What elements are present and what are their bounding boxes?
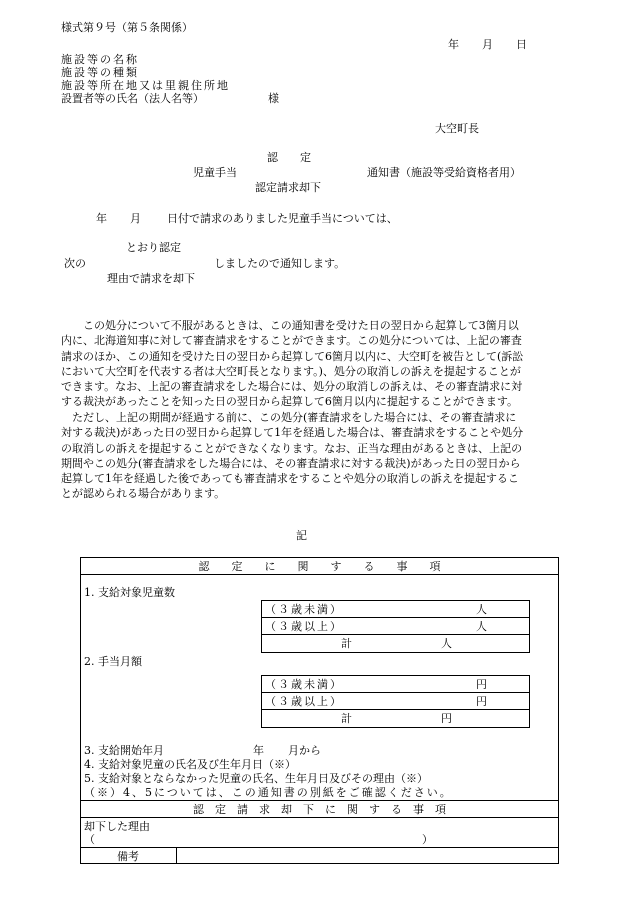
item1-box-top	[261, 600, 530, 601]
kyakka-reason-paren-open: （	[84, 833, 95, 846]
item1-label: 1. 支給対象児童数	[84, 586, 175, 599]
body-date-year: 年	[96, 212, 107, 225]
item3-year: 年	[253, 744, 264, 757]
appeal-paragraph-2: ただし、上記の期間が経過する前に、この処分(審査請求をした場合には、その審査請求に対する裁決)があった日の翌日から起算して1年を経過した場合は、審査請求をすることや処分の取消しの訴えを提起することができなくなります。なお、正当な理由があるときは、上記の期間やこの処分(審査請求をした場合には、その審査請求に対する裁決)があった日の翌日から起算して1年を経過した後であっても審査請求をすることや処分の取消しの訴えを提起することが認められる場合があります。	[61, 411, 524, 501]
item4-label: 4. 支給対象児童の氏名及び生年月日（※）	[84, 758, 296, 771]
issuer: 大空町長	[435, 122, 479, 135]
kyakka-header: 認 定 請 求 却 下 に 関 す る 事 項	[193, 803, 446, 816]
date-day: 日	[516, 38, 527, 51]
item1-row-divider-1	[261, 617, 530, 618]
title-nintei: 認 定	[267, 151, 311, 164]
item1-box-left	[261, 600, 262, 653]
item1-under3-unit: 人	[476, 603, 487, 616]
body-notify-text: しましたので通知します。	[214, 257, 346, 270]
item3-label: 3. 支給開始年月	[84, 744, 164, 757]
form-number: 様式第９号（第５条関係）	[61, 21, 193, 34]
appeal-paragraph-1: この処分について不服があるときは、この通知書を受けた日の翌日から起算して3箇月以内に、北海道知事に対して審査請求をすることができます。この処分については、上記の審査請求のほか、この通知を受けた日の翌日から起算して6箇月以内に、大空町を被告として(訴訟において大空町を代表する者は大空町長となります。)、処分の取消しの訴えを提起することができます。なお、上記の審査請求をした場合には、処分の取消しの訴えは、その審査請求に対する裁決があったことを知った日の翌日から起算して6箇月以内に提起することができます。	[61, 319, 524, 409]
remarks-label: 備考	[117, 850, 139, 863]
item2-under3-unit: 円	[476, 678, 487, 691]
table-border-bottom	[80, 863, 559, 864]
honorific: 様	[268, 92, 279, 105]
item3-month: 月から	[288, 744, 321, 757]
item1-box-bottom	[261, 652, 530, 653]
operator-name-label: 設置者等の氏名（法人名等）	[61, 92, 204, 105]
item2-over3-label: （３歳以上）	[265, 695, 343, 708]
facility-address-label: 施設等所在地又は里親住所地	[61, 79, 230, 92]
facility-type-label: 施設等の種類	[61, 66, 139, 79]
body-date-day-text: 日付で請求のありました児童手当については、	[167, 212, 398, 225]
item2-under3-label: （３歳未満）	[265, 678, 343, 691]
body-toori-nintei: とおり認定	[126, 241, 181, 254]
item5-label: 5. 支給対象とならなかった児童の氏名、生年月日及びその理由（※）	[84, 772, 428, 785]
item2-row-divider-2	[261, 709, 530, 710]
nintei-header: 認 定 に 関 す る 事 項	[198, 560, 441, 573]
kyakka-header-top	[80, 800, 559, 801]
kyakka-header-bottom	[80, 817, 559, 818]
item1-under3-label: （３歳未満）	[265, 603, 343, 616]
item2-box-bottom	[261, 727, 530, 728]
body-tsugino: 次の	[64, 257, 86, 270]
facility-name-label: 施設等の名称	[61, 53, 139, 66]
item1-over3-unit: 人	[476, 620, 487, 633]
date-month: 月	[482, 38, 493, 51]
item2-box-top	[261, 675, 530, 676]
item1-box-right	[529, 600, 530, 653]
item1-over3-label: （３歳以上）	[265, 620, 343, 633]
remarks-row-top	[80, 847, 559, 848]
remarks-divider	[176, 847, 177, 864]
date-year: 年	[448, 38, 459, 51]
kyakka-reason-paren-close: ）	[422, 833, 433, 846]
body-date-month: 月	[130, 212, 141, 225]
item2-row-divider-1	[261, 692, 530, 693]
title-kyakka: 認定請求却下	[255, 181, 321, 194]
item2-box-right	[529, 675, 530, 728]
item1-total-unit: 人	[441, 637, 452, 650]
item1-row-divider-2	[261, 634, 530, 635]
item2-label: 2. 手当月額	[84, 655, 142, 668]
item2-over3-unit: 円	[476, 695, 487, 708]
body-riyu-kyakka: 理由で請求を却下	[107, 272, 195, 285]
ki-label: 記	[296, 529, 307, 542]
title-jidou-teate: 児童手当	[193, 166, 237, 179]
table-border-top	[80, 557, 559, 558]
item2-total-unit: 円	[441, 712, 452, 725]
table-header-divider	[80, 574, 559, 575]
item1-total-label: 計	[341, 637, 352, 650]
item2-box-left	[261, 675, 262, 728]
kyakka-reason-label: 却下した理由	[84, 820, 150, 833]
note-text: （※）4、5については、この通知書の別紙をご確認ください。	[84, 786, 453, 799]
item2-total-label: 計	[341, 712, 352, 725]
title-tsuchisho: 通知書（施設等受給資格者用）	[367, 166, 521, 179]
